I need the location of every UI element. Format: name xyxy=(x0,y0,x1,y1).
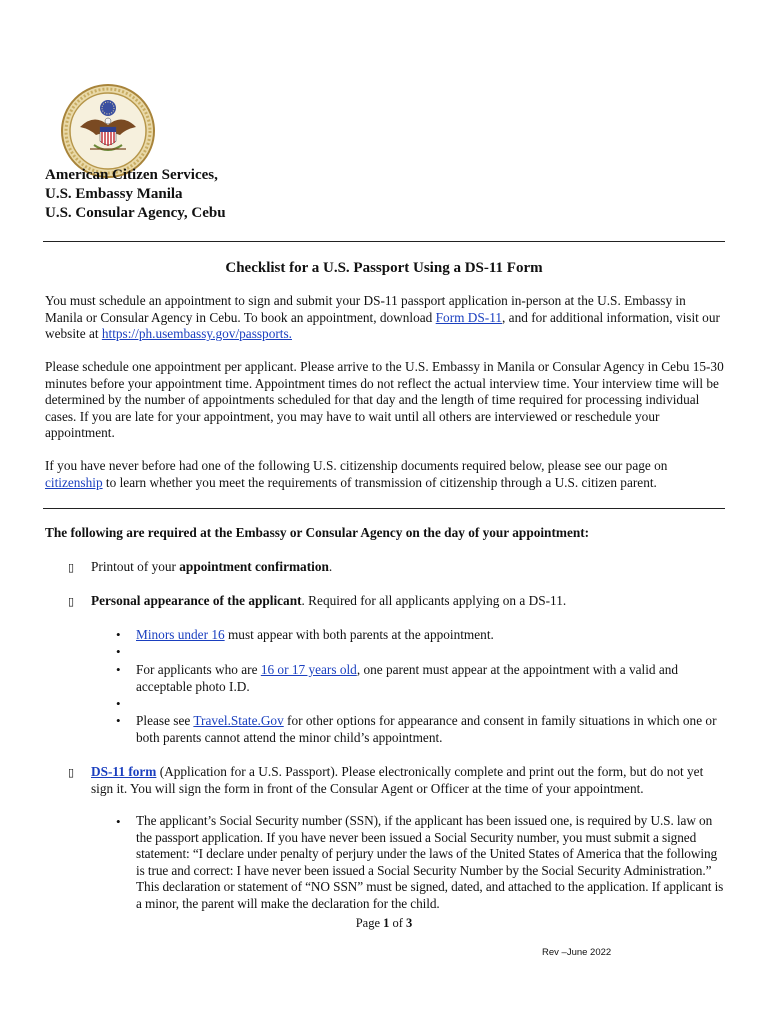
16-or-17-link[interactable]: 16 or 17 years old xyxy=(260,662,357,677)
citizenship-link[interactable]: citizenship xyxy=(45,474,103,490)
divider-top xyxy=(43,241,725,242)
bullet-icon: • xyxy=(116,644,121,659)
item1-bold: appointment confirmation xyxy=(179,559,329,574)
divider-middle xyxy=(43,508,725,509)
revision-date: Rev –June 2022 xyxy=(542,947,612,958)
minors-text: must appear with both parents at the appointment. xyxy=(224,627,494,642)
page-number xyxy=(0,916,768,931)
bullet-icon: • xyxy=(116,713,121,728)
org-line-cebu: U.S. Consular Agency, Cebu xyxy=(45,205,226,221)
list-item-travel-state xyxy=(136,713,726,746)
citizenship-text-2: to learn whether you meet the requirements of transmission of citizenship through a U.S. citizen parent. xyxy=(102,474,657,490)
page-pre: Page xyxy=(355,916,384,930)
form-ds11-link[interactable]: Form DS-11 xyxy=(435,309,503,325)
page-mid: of xyxy=(389,916,407,930)
passports-website-link[interactable]: https://ph.usembassy.gov/passports. xyxy=(101,326,292,342)
list-item-16-17 xyxy=(136,662,726,695)
intro-text-1: You must schedule an appointment to sign and submit your DS-11 passport application in-person at the U.S. Embassy in Manila or Consular Agency in Cebu. To book an appointment, download xyxy=(45,293,686,325)
embassy-seal-icon xyxy=(60,83,156,179)
list-item-minors xyxy=(136,627,726,644)
travel-text-pre: Please see xyxy=(136,713,194,728)
item1-post: . xyxy=(328,559,333,574)
checkbox-icon[interactable]: ▯ xyxy=(68,561,75,574)
teen-text-pre: For applicants who are xyxy=(136,662,261,677)
bullet-icon: • xyxy=(116,696,121,711)
org-header xyxy=(45,166,226,223)
intro-text-2: , and for additional information, visit our website at xyxy=(45,309,720,342)
minors-under-16-link[interactable]: Minors under 16 xyxy=(136,627,225,642)
intro-paragraph xyxy=(45,293,725,343)
org-line-acs: American Citizen Services, xyxy=(45,167,218,183)
page-total: 3 xyxy=(406,916,413,930)
list-item-ssn: The applicant’s Social Security number (SSN), if the applicant has been issued one, is required by U.S. law on the passport application. If you have never been issued a Social Security number, you must submit a signed statement: “I declare under penalty of perjury under the laws of the United States of America that the following is true and correct: I have never been issued a Social Security Number by the Social Security Administration.” This declaration or statement of “NO SSN” must be signed, dated, and attached to the application. If applicant is a minor, the parent will make the declaration for the child. xyxy=(136,813,724,911)
item-appointment-confirmation xyxy=(91,559,726,576)
teen-text-post: , one parent must appear at the appointment with a valid and acceptable photo I.D. xyxy=(136,662,679,694)
page-title: Checklist for a U.S. Passport Using a DS-11 Form xyxy=(225,260,543,276)
bullet-icon: • xyxy=(116,627,121,642)
travel-text-post: for other options for appearance and consent in family situations in which one or both parents cannot attend the minor child’s appointment. xyxy=(136,713,717,745)
required-heading: The following are required at the Embassy or Consular Agency on the day of your appointment: xyxy=(45,525,590,540)
citizenship-paragraph xyxy=(45,458,725,491)
bullet-icon: • xyxy=(116,662,121,677)
checkbox-icon[interactable]: ▯ xyxy=(68,766,75,779)
checkbox-icon[interactable]: ▯ xyxy=(68,595,75,608)
ds11-form-link[interactable]: DS-11 form xyxy=(91,764,157,779)
page-current: 1 xyxy=(383,916,390,930)
ds11-text: (Application for a U.S. Passport). Please electronically complete and print out the form, but do not yet sign it. You will sign the form in front of the Consular Agent or Officer at the time of your appointment. xyxy=(91,764,704,796)
item-ds11-form xyxy=(91,764,726,797)
item2-bold: Personal appearance of the applicant xyxy=(91,593,302,608)
item-personal-appearance xyxy=(91,593,726,610)
travel-state-gov-link[interactable]: Travel.State.Gov xyxy=(193,713,284,728)
item1-pre: Printout of your xyxy=(91,559,180,574)
citizenship-text-1: If you have never before had one of the following U.S. citizenship documents required below, please see our page on xyxy=(45,458,668,473)
schedule-paragraph: Please schedule one appointment per applicant. Please arrive to the U.S. Embassy in Manila or Consular Agency in Cebu 15-30 minutes before your appointment time. Appointment times do not reflect the actual interview time. Your interview time will be determined by the number of appointments scheduled for that day and the length of time required for processing individual cases. If you are late for your appointment, you may have to wait until all others are interviewed or reschedule your appointment. xyxy=(45,359,724,441)
org-line-embassy: U.S. Embassy Manila xyxy=(45,186,183,202)
bullet-icon: • xyxy=(116,814,121,829)
item2-post: . Required for all applicants applying on a DS-11. xyxy=(301,593,567,608)
